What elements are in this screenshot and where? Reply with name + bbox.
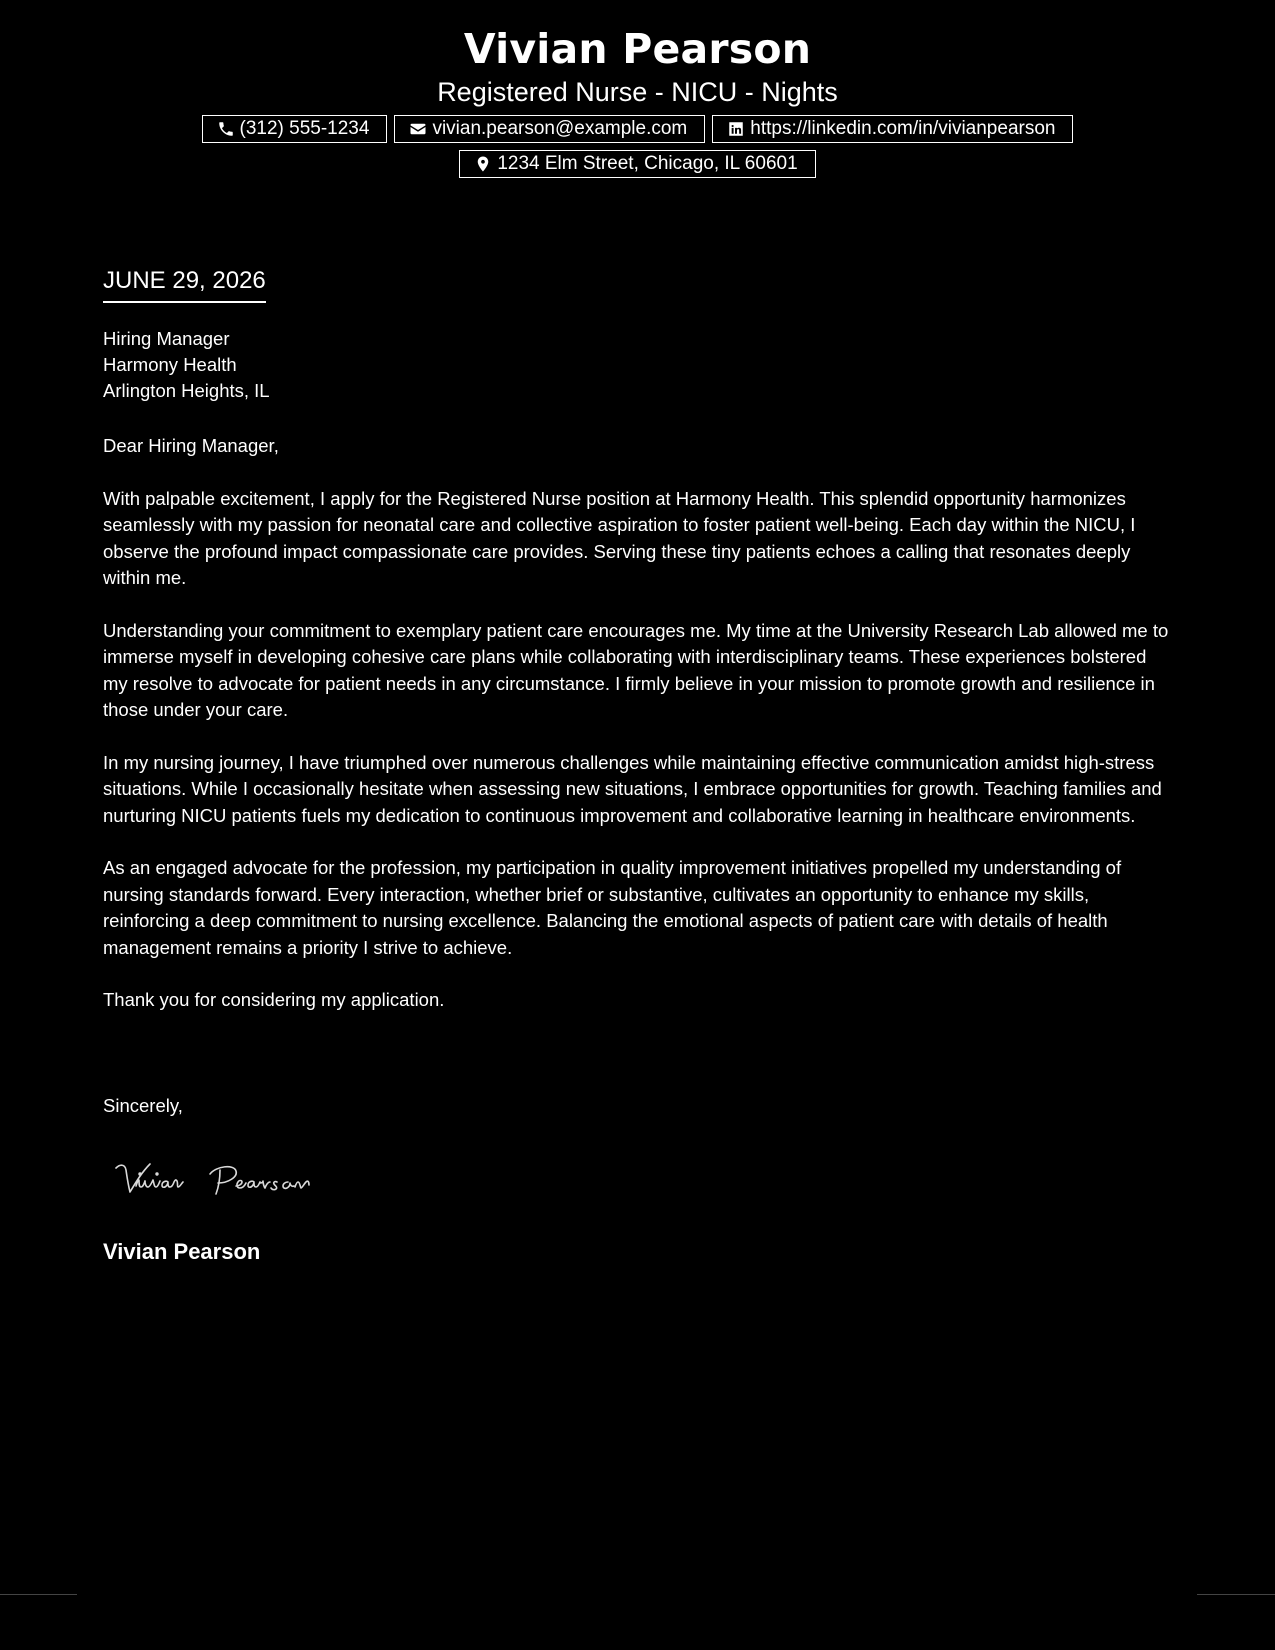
closing: Sincerely, [103, 1095, 183, 1116]
contact-linkedin[interactable] [712, 115, 1073, 143]
signer-name: Vivian Pearson [103, 1239, 261, 1264]
footer-divider-left [0, 1594, 77, 1595]
salutation: Dear Hiring Manager, [103, 435, 279, 456]
letter-date: JUNE 29, 2026 [103, 266, 266, 303]
recipient-name: Hiring Manager [103, 328, 230, 349]
contact-phone[interactable] [202, 115, 388, 143]
contact-row-primary [0, 115, 1275, 143]
handwritten-signature [112, 1156, 352, 1202]
phone-icon [217, 120, 235, 138]
contact-email-text: vivian.pearson@example.com [432, 118, 688, 139]
linkedin-icon [727, 120, 745, 138]
contact-address[interactable] [459, 150, 815, 178]
body-paragraph: Understanding your commitment to exemplary patient care encourages me. My time at the University Research Lab allowed me to immerse myself in developing cohesive care plans while collaborating with interdisciplinary teams. These experiences bolstered my resolve to advocate for patient needs in any circumstance. I firmly believe in your mission to promote growth and resilience in those under your care. [103, 619, 1169, 721]
applicant-title: Registered Nurse - NICU - Nights [437, 77, 838, 107]
footer-divider-right [1197, 1594, 1275, 1595]
recipient-block [103, 326, 270, 404]
recipient-company: Harmony Health [103, 354, 237, 375]
contact-address-text: 1234 Elm Street, Chicago, IL 60601 [497, 153, 798, 174]
applicant-name: Vivian Pearson [463, 25, 812, 73]
body-paragraph: With palpable excitement, I apply for the Registered Nurse position at Harmony Health. This splendid opportunity harmonizes seamlessly with my passion for neonatal care and collective aspiration to foster patient well-being. Each day within the NICU, I observe the profound impact compassionate care provides. Serving these tiny patients echoes a calling that resonates deeply within me. [103, 487, 1136, 589]
contact-row-secondary [0, 150, 1275, 178]
letter-body [103, 433, 1173, 1040]
body-paragraph: In my nursing journey, I have triumphed over numerous challenges while maintaining effective communication amidst high-stress situations. While I occasionally hesitate when assessing new situations, I embrace opportunities for growth. Teaching families and nurturing NICU patients fuels my dedication to continuous improvement and collaborative learning in healthcare environments. [103, 751, 1162, 826]
letter-header [0, 22, 1275, 178]
body-paragraph: As an engaged advocate for the profession, my participation in quality improvement initiatives propelled my understanding of nursing standards forward. Every interaction, whether brief or substantive, cultivates an opportunity to enhance my skills, reinforcing a deep commitment to nursing excellence. Balancing the emotional aspects of patient care with details of health management remains a priority I strive to achieve. [103, 857, 1122, 958]
envelope-icon [409, 120, 427, 138]
map-pin-icon [474, 155, 492, 173]
recipient-location: Arlington Heights, IL [103, 380, 270, 401]
contact-linkedin-text: https://linkedin.com/in/vivianpearson [750, 118, 1056, 139]
closing-thanks: Thank you for considering my application. [103, 989, 445, 1011]
contact-phone-text: (312) 555-1234 [239, 118, 370, 139]
contact-email[interactable] [394, 115, 705, 143]
